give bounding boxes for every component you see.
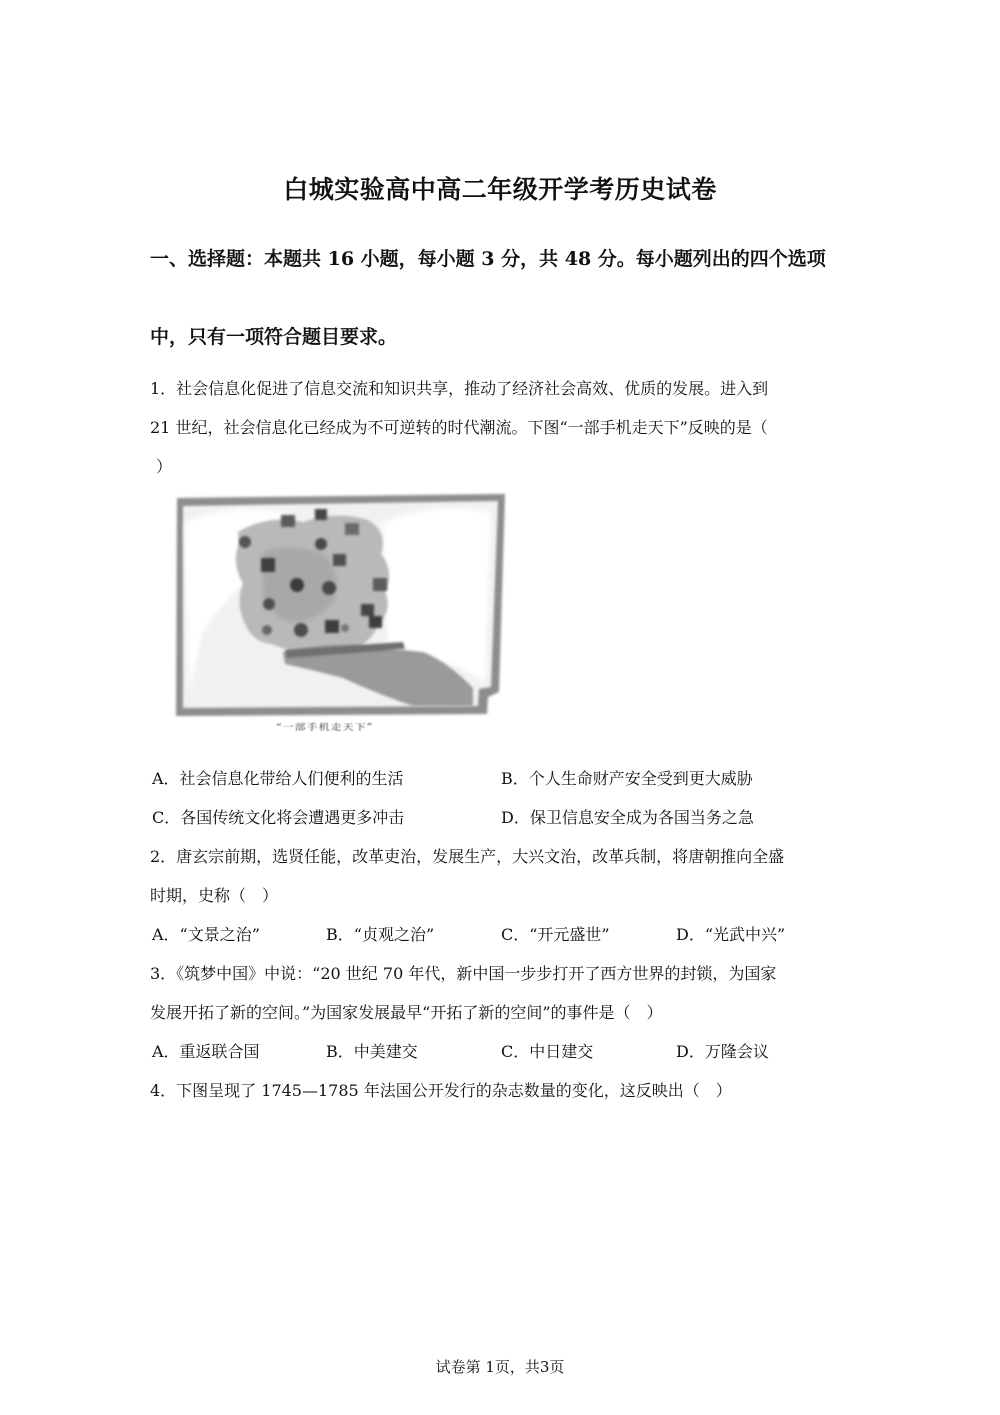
question-2-option-c[interactable]: C．“开元盛世” bbox=[501, 925, 610, 944]
section-heading-line1: 一、选择题：本题共 16 小题，每小题 3 分，共 48 分。每小题列出的四个选项 bbox=[150, 248, 826, 270]
exam-title: 白城实验高中高二年级开学考历史试卷 bbox=[283, 175, 717, 204]
section-heading-line2: 中，只有一项符合题目要求。 bbox=[150, 326, 398, 348]
page-footer: 试卷第 1页，共3页 bbox=[435, 1358, 565, 1376]
phone-travel-photo bbox=[173, 492, 508, 718]
question-2-option-a[interactable]: A．“文景之治” bbox=[152, 925, 260, 944]
question-2-line2: 时期，史称（ ） bbox=[150, 886, 279, 905]
question-3-option-b[interactable]: B．中美建交 bbox=[326, 1042, 418, 1061]
question-3-line2: 发展开拓了新的空间。”为国家发展最早“开拓了新的空间”的事件是（ ） bbox=[150, 1003, 663, 1022]
question-1-option-d[interactable]: D．保卫信息安全成为各国当务之急 bbox=[501, 808, 754, 827]
question-1-line1: 1．社会信息化促进了信息交流和知识共享，推动了经济社会高效、优质的发展。进入到 bbox=[150, 379, 769, 398]
question-2-option-d[interactable]: D．“光武中兴” bbox=[676, 925, 786, 944]
question-3-option-a[interactable]: A．重返联合国 bbox=[152, 1042, 260, 1061]
question-1-line2: 21 世纪，社会信息化已经成为不可逆转的时代潮流。下图“一部手机走天下”反映的是（ bbox=[150, 418, 768, 437]
question-2-line1: 2．唐玄宗前期，选贤任能，改革吏治，发展生产，大兴文治，改革兵制，将唐朝推向全盛 bbox=[150, 847, 785, 866]
question-2-option-b[interactable]: B．“贞观之治” bbox=[326, 925, 435, 944]
question-3-line1: 3．《筑梦中国》中说：“20 世纪 70 年代，新中国一步步打开了西方世界的封锁，为国家 bbox=[150, 964, 777, 983]
figure-caption: “一部手机走天下” bbox=[276, 722, 374, 733]
question-1-option-b[interactable]: B．个人生命财产安全受到更大威胁 bbox=[501, 769, 753, 788]
question-1-line3: ） bbox=[156, 457, 173, 476]
question-1-option-c[interactable]: C．各国传统文化将会遭遇更多冲击 bbox=[152, 808, 405, 827]
question-3-option-d[interactable]: D．万隆会议 bbox=[676, 1042, 769, 1061]
question-3-option-c[interactable]: C．中日建交 bbox=[501, 1042, 594, 1061]
question-1-option-a[interactable]: A．社会信息化带给人们便利的生活 bbox=[152, 769, 404, 788]
question-4-line1: 4．下图呈现了 1745—1785 年法国公开发行的杂志数量的变化，这反映出（ ） bbox=[150, 1081, 732, 1100]
